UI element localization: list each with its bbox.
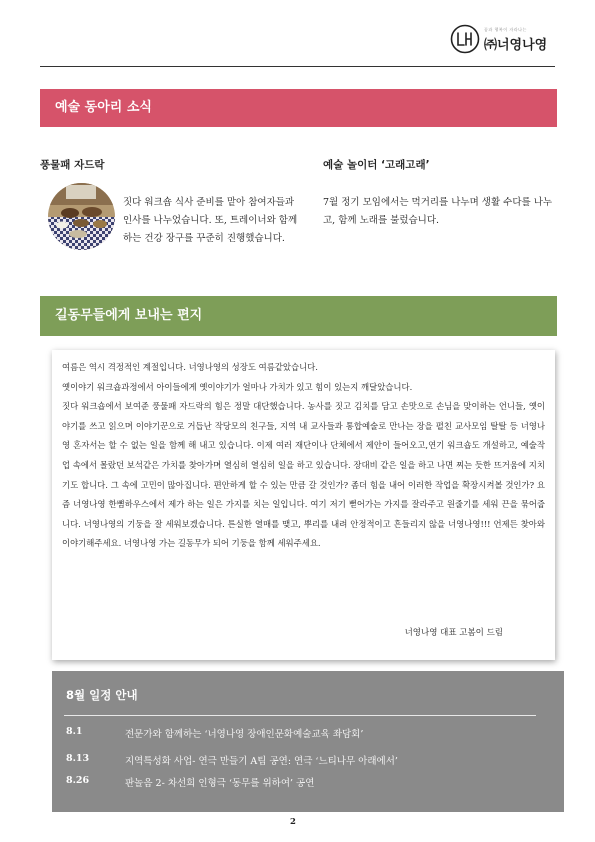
section-banner-letter: 길동무들에게 보내는 편지	[40, 296, 557, 336]
schedule-date: 8.26	[66, 775, 90, 786]
schedule-date: 8.1	[66, 726, 83, 737]
schedule-panel	[52, 671, 564, 812]
letter-body: 여름은 역시 격정적인 계절입니다. 너영나영의 성장도 여름같았습니다. 옛이야기 워크숍과정에서 아이들에게 옛이야기가 얼마나 가치가 있고 힘이 있는지 깨달았습니다. 짓다 워크숍에서 보여준 풍물패 자드락의 힘은 정말 대단했습니다. 농사를 짓고 김치를 담고 손맛으로 손님을 맞이하는 언니들, 옛이야기를 쓰고 읽으며 이야기꾼으로 거듭난 작당모의 친구들, 지역 내 교사들과 통합예술로 만나는 장을 펼친 교사모임 탈탈 등 너영나영 혼자서는 할 수 없는 일을 함께 해 내고 있습니다. 이제 여러 재단이나 단체에서 제안이 들어오고,연기 워크숍도 개설하고, 예술작업 속에서 몰랐던 보석같은 가치를 찾아가며 열심히 열심히 일을 하고 있습니다. 장대비 같은 일을 하고 나면 찌는 듯한 뜨거움에 지치기도 합니다. 그 속에 고민이 많아집니다. 편안하게 할 수 있는 만큼 갈 것인가? 좀더 힘을 내어 이러한 작업을 확장시켜볼 것인가? 요즘 너영나영 한뼘하우스에서 제가 하는 일은 가지를 치는 일입니다. 여기 저기 뻗어가는 가지를 잘라주고 원줄기를 세워 끈을 묶어줍니다. 너영나영의 기둥을 잘 세워보겠습니다. 튼실한 열매를 맺고, 뿌리를 내려 안정적이고 흔들리지 않을 너영나영!!! 언제든 찾아와 이야기해주세요. 너영나영 가는 길동무가 되어 기둥을 함께 세워주세요.	[62, 362, 545, 549]
club2-description: 7월 정기 모임에서는 먹거리를 나누며 생활 수다를 나누고, 함께 노래를 불렀습니다.	[323, 197, 553, 226]
page-number: 2	[290, 817, 296, 827]
schedule-date: 8.13	[66, 753, 90, 764]
section-banner-art-clubs: 예술 동아리 소식	[40, 89, 557, 127]
header-divider	[40, 66, 555, 67]
schedule-event: 지역특성화 사업- 연극 만들기 A팀 공연: 연극 ‘느티나무 아래에서’	[125, 756, 398, 767]
schedule-divider	[64, 715, 536, 716]
schedule-event: 판놀음 2- 차선희 인형극 ‘동무를 위하여’ 공연	[125, 778, 315, 789]
logo-name: ㈜너영나영	[484, 38, 548, 53]
letter-signature: 너영나영 대표 고봄이 드림	[404, 628, 503, 638]
logo-tagline: 꿈과 행복이 자라나는	[484, 27, 527, 32]
logo-mark-icon	[450, 24, 480, 54]
club1-description: 짓다 워크숍 식사 준비를 맡아 참여자들과 인사를 나누었습니다. 또, 트레이너와 함께하는 건강 장구를 꾸준히 진행했습니다.	[123, 197, 298, 244]
club1-title: 풍물패 자드락	[40, 159, 105, 171]
food-table-photo	[48, 183, 115, 250]
letter-card	[52, 350, 555, 660]
schedule-title: 8월 일정 안내	[66, 688, 138, 702]
club2-title: 예술 놀이터 ‘고래고래’	[323, 159, 430, 171]
company-logo	[450, 24, 580, 56]
schedule-event: 전문가와 함께하는 ‘너영나영 장애인문화예술교육 좌담회’	[125, 729, 364, 740]
